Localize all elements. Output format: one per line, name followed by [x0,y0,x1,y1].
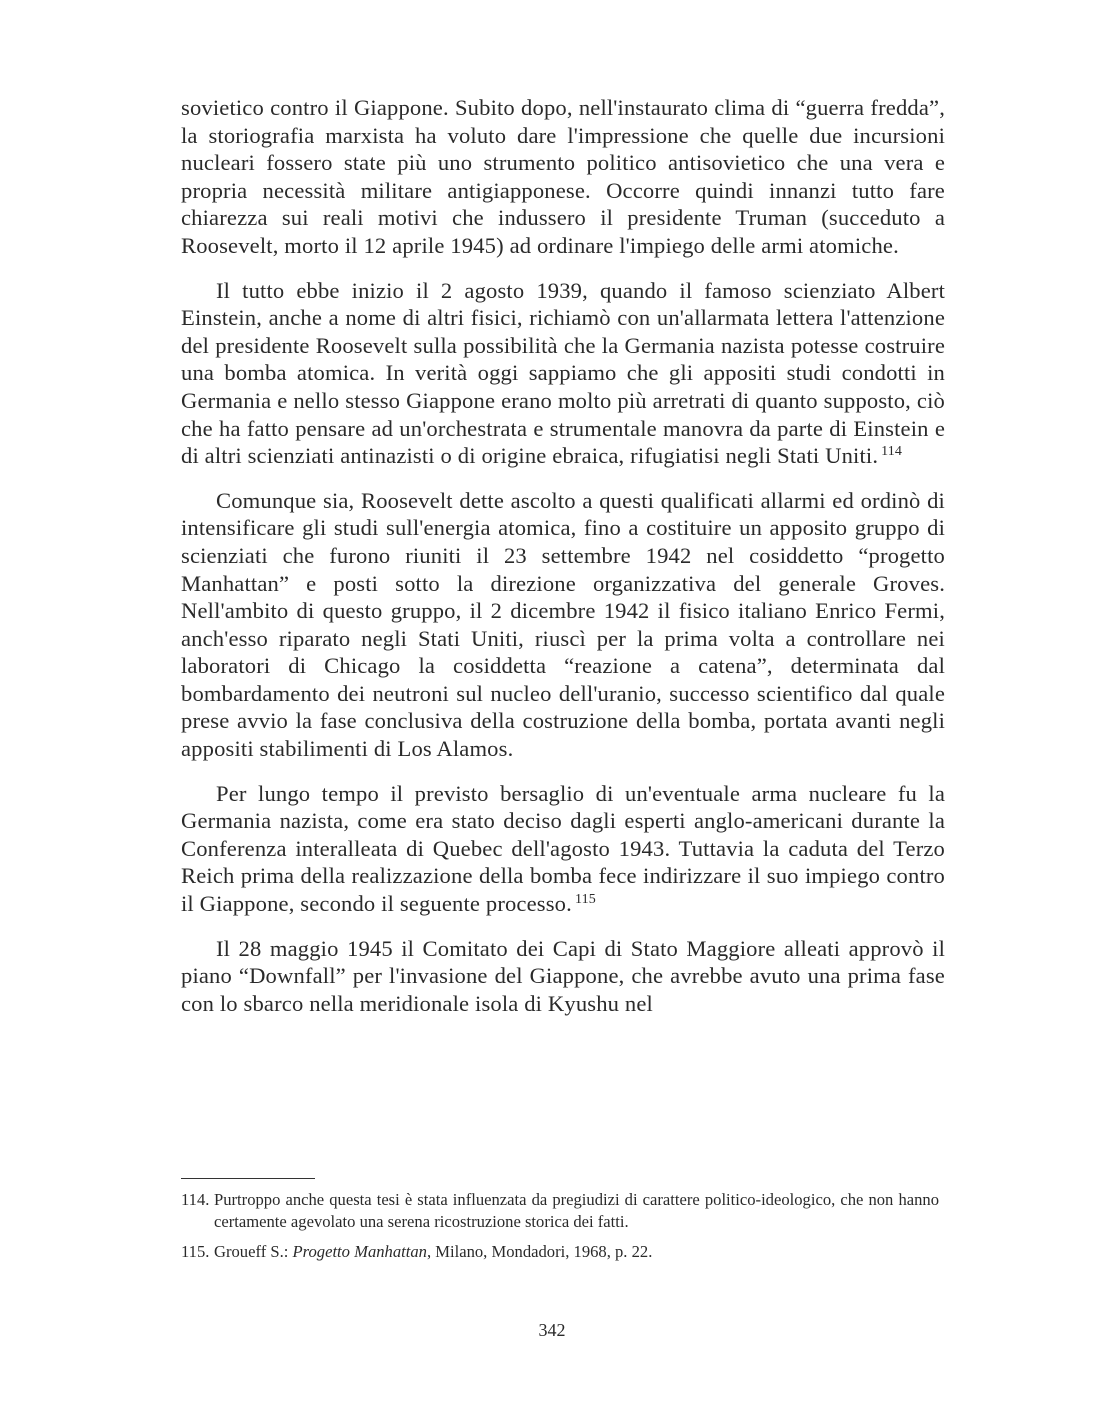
paragraph-text: sovietico contro il Giappone. Subito dopo, nell'instaurato clima di “guerra fredda”, la storiografia marxista ha voluto dare l'impressione che quelle due incursioni nucleari fossero state più uno strumento politico antisovietico che una vera e propria necessità militare antigiapponese. Occorre quindi innanzi tutto fare chiarezza sui reali motivi che indussero il presidente Truman (succeduto a Roosevelt, morto il 12 aprile 1945) ad ordinare l'impiego delle armi atomiche. [181,95,945,258]
paragraph-text: Il 28 maggio 1945 il Comitato dei Capi di Stato Maggiore alleati approvò il piano “Downfall” per l'invasione del Giappone, che avrebbe avuto una prima fase con lo sbarco nella meridionale isola di Kyushu nel [181,935,945,1016]
footnote-115 [181,1241,945,1263]
paragraph-4 [181,780,945,918]
paragraph-3 [181,487,945,763]
footnote-reference-115[interactable]: 115 [574,892,596,908]
paragraph-text: Il tutto ebbe inizio il 2 agosto 1939, quando il famoso scienziato Albert Einstein, anche a nome di altri fisici, richiamò con un'allarmata lettera l'attenzione del presidente Roosevelt sulla possibilità che la Germania nazista potesse costruire una bomba atomica. In verità oggi sappiamo che gli appositi studi condotti in Germania e nello stesso Giappone erano molto più arretrati di quanto supposto, ciò che ha fatto pensare ad un'orchestrata e strumentale manovra da parte di Einstein e di altri scienziati antinazisti o di origine ebraica, rifugiatisi negli Stati Uniti. [181,277,945,469]
footnote-114 [181,1189,945,1233]
footnote-text [214,1241,945,1263]
footnote-text: Purtroppo anche questa tesi è stata influenzata da pregiudizi di carattere politico-ideologico, che non hanno certamente agevolato una serena ricostruzione storica dei fatti. [214,1190,939,1231]
footnote-book-title: Progetto Manhattan [292,1241,427,1261]
footnote-reference-114[interactable]: 114 [881,444,903,460]
footnote-number: 114. [181,1190,210,1209]
footnote-author: Groueff S.: [214,1241,293,1261]
paragraph-1 [181,94,945,260]
paragraph-2 [181,277,945,470]
footnote-separator [181,1178,315,1179]
paragraph-text: Comunque sia, Roosevelt dette ascolto a questi qualificati allarmi ed ordinò di intensificare gli studi sull'energia atomica, fino a costituire un apposito gruppo di scienziati che furono riuniti il 23 settembre 1942 nel cosiddetto “progetto Manhattan” e posti sotto la direzione organizzativa del generale Groves. Nell'ambito di questo gruppo, il 2 dicembre 1942 il fisico italiano Enrico Fermi, anch'esso riparato negli Stati Uniti, riuscì per la prima volta a controllare nei laboratori di Chicago la cosiddetta “reazione a catena”, determinata dal bombardamento dei neutroni sul nucleo dell'uranio, successo scientifico dal quale prese avvio la fase conclusiva della costruzione della bomba, portata avanti negli appositi stabilimenti di Los Alamos. [181,487,945,762]
page-number: 342 [538,1320,566,1340]
paragraph-5 [181,935,945,1018]
footnotes [181,1189,945,1270]
paragraph-text: Per lungo tempo il previsto bersaglio di un'eventuale arma nucleare fu la Germania nazista, come era stato deciso dagli esperti anglo-americani durante la Conferenza interalleata di Quebec dell'agosto 1943. Tuttavia la caduta del Terzo Reich prima della realizzazione della bomba fece indirizzare il suo impiego contro il Giappone, secondo il seguente processo. [181,780,945,917]
footnote-publication-info: , Milano, Mondadori, 1968, p. 22. [426,1241,653,1261]
footnote-number: 115. [181,1241,210,1261]
main-text [181,94,945,1034]
